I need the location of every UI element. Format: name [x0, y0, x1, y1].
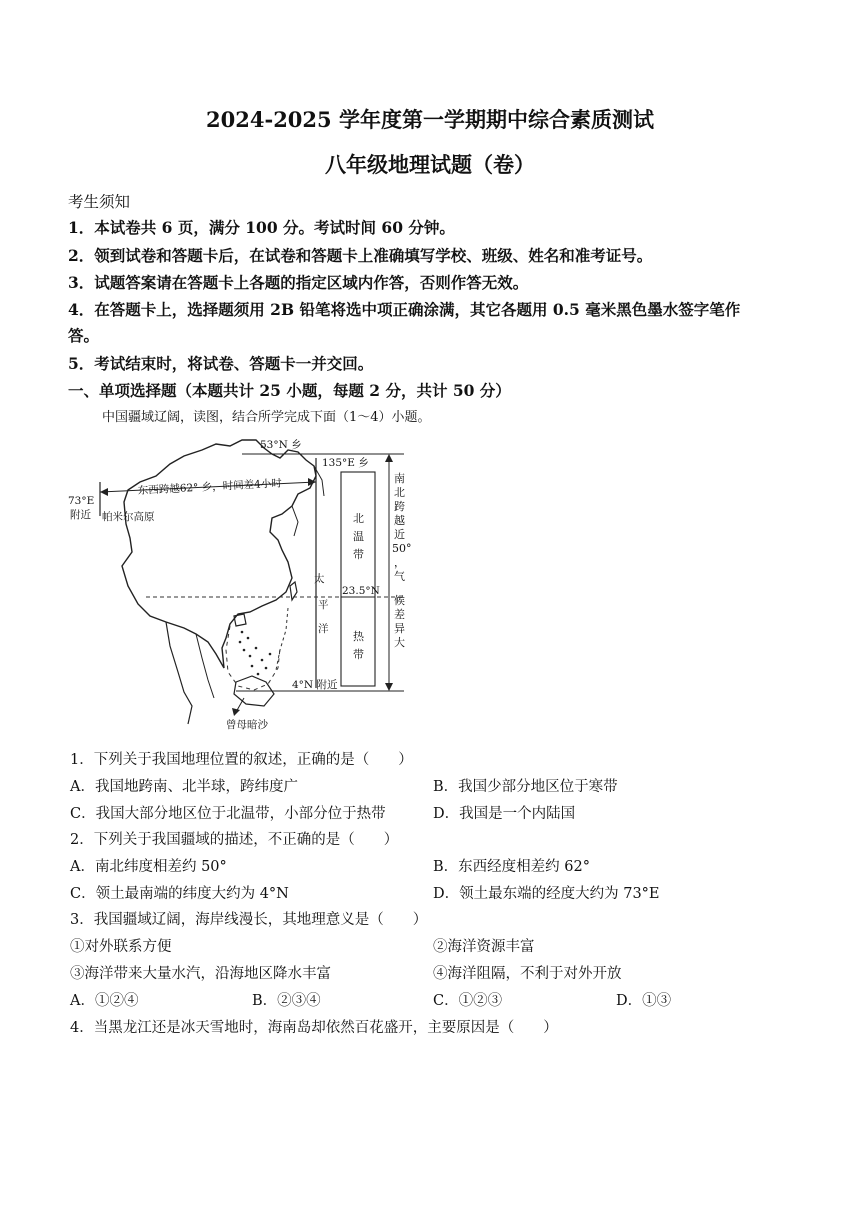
option-c: C．①②③ — [433, 993, 503, 1009]
svg-text:大: 大 — [394, 636, 405, 649]
label-beiwendai: 北 — [353, 512, 364, 525]
page-subtitle: 八年级地理试题（卷） — [325, 152, 535, 177]
notice-item: 2．领到试卷和答题卡后，在试卷和答题卡上准确填写学校、班级、姓名和准考证号。 — [68, 246, 653, 265]
svg-text:越: 越 — [394, 514, 405, 527]
svg-text:异: 异 — [394, 622, 405, 635]
option-d: D．我国是一个内陆国 — [433, 806, 576, 822]
svg-text:差: 差 — [394, 608, 405, 621]
china-outline — [122, 440, 316, 668]
svg-text:跨: 跨 — [394, 500, 405, 513]
label-4n: 4°N 附近 — [292, 679, 338, 691]
south-sea-islands — [239, 631, 272, 676]
section-heading: 一、单项选择题（本题共计 25 小题，每题 2 分，共计 50 分） — [68, 381, 511, 400]
option-c: C．我国大部分地区位于北温带，小部分位于热带 — [70, 806, 386, 822]
svg-text:近: 近 — [394, 528, 405, 541]
svg-text:，: ， — [394, 556, 405, 569]
question-stem: 2．下列关于我国疆域的描述，不正确的是（ ） — [70, 832, 399, 848]
statement: ②海洋资源丰富 — [433, 939, 535, 955]
label-73e: 73°E — [68, 495, 95, 507]
notice-heading: 考生须知 — [68, 193, 131, 211]
svg-text:南: 南 — [394, 472, 405, 485]
label-redai: 带 — [353, 648, 364, 661]
label-ping: 平 — [318, 599, 329, 611]
notice-item: 3．试题答案请在答题卡上各题的指定区域内作答，否则作答无效。 — [68, 273, 529, 292]
svg-text:候: 候 — [394, 594, 405, 607]
statement: ①对外联系方便 — [70, 939, 172, 955]
question-stem: 3．我国疆域辽阔，海岸线漫长，其地理意义是（ ） — [70, 912, 428, 928]
option-a: A．我国地跨南、北半球，跨纬度广 — [70, 779, 298, 795]
svg-text:气: 气 — [394, 570, 405, 583]
option-c: C．领土最南端的纬度大约为 4°N — [70, 886, 289, 902]
label-tai: 太 — [314, 573, 325, 585]
label-yang: 洋 — [318, 623, 329, 635]
page-title: 2024-2025 学年度第一学期期中综合素质测试 — [206, 107, 654, 132]
option-d: D．①③ — [616, 993, 672, 1009]
section-intro: 中国疆域辽阔，读图，结合所学完成下面（1～4）小题。 — [102, 410, 431, 425]
option-a: A．①②④ — [70, 993, 139, 1009]
label-nanbei — [392, 472, 412, 649]
statement: ④海洋阻隔，不利于对外开放 — [433, 966, 622, 982]
notice-item: 答。 — [68, 326, 100, 345]
label-73e-near: 附近 — [70, 509, 91, 521]
option-a: A．南北纬度相差约 50° — [70, 859, 227, 875]
label-23-5n: 23.5°N — [342, 585, 380, 597]
label-east-west: 东西跨越62° 乡，时间差4小时 — [137, 477, 283, 497]
hainan-outline — [234, 614, 246, 626]
label-zengmu: 曾母暗沙 — [226, 719, 268, 731]
question-stem: 4．当黑龙江还是冰天雪地时，海南岛却依然百花盛开，主要原因是（ ） — [70, 1020, 558, 1036]
china-territory-map — [66, 436, 416, 732]
svg-text:北: 北 — [394, 486, 405, 499]
label-beiwendai: 温 — [353, 530, 364, 543]
label-beiwendai: 带 — [353, 548, 364, 561]
option-d: D．领土最东端的经度大约为 73°E — [433, 886, 660, 902]
label-pamir: 帕米尔高原 — [102, 511, 155, 523]
label-135e: 135°E 乡 — [322, 457, 369, 469]
option-b: B．我国少部分地区位于寒带 — [433, 779, 618, 795]
notice-item: 5．考试结束时，将试卷、答题卡一并交回。 — [68, 354, 374, 373]
notice-item: 1．本试卷共 6 页，满分 100 分。考试时间 60 分钟。 — [68, 218, 455, 237]
label-redai: 热 — [353, 630, 364, 643]
option-b: B．②③④ — [252, 993, 321, 1009]
option-b: B．东西经度相差约 62° — [433, 859, 590, 875]
notice-item: 4．在答题卡上，选择题须用 2B 铅笔将选中项正确涂满，其它各题用 0.5 毫米黑色墨水签字笔作 — [68, 300, 741, 319]
question-stem: 1．下列关于我国地理位置的叙述，正确的是（ ） — [70, 752, 413, 768]
svg-text:50°: 50° — [392, 542, 412, 555]
label-53n: 53°N 乡 — [260, 439, 302, 451]
statement: ③海洋带来大量水汽，沿海地区降水丰富 — [70, 966, 331, 982]
